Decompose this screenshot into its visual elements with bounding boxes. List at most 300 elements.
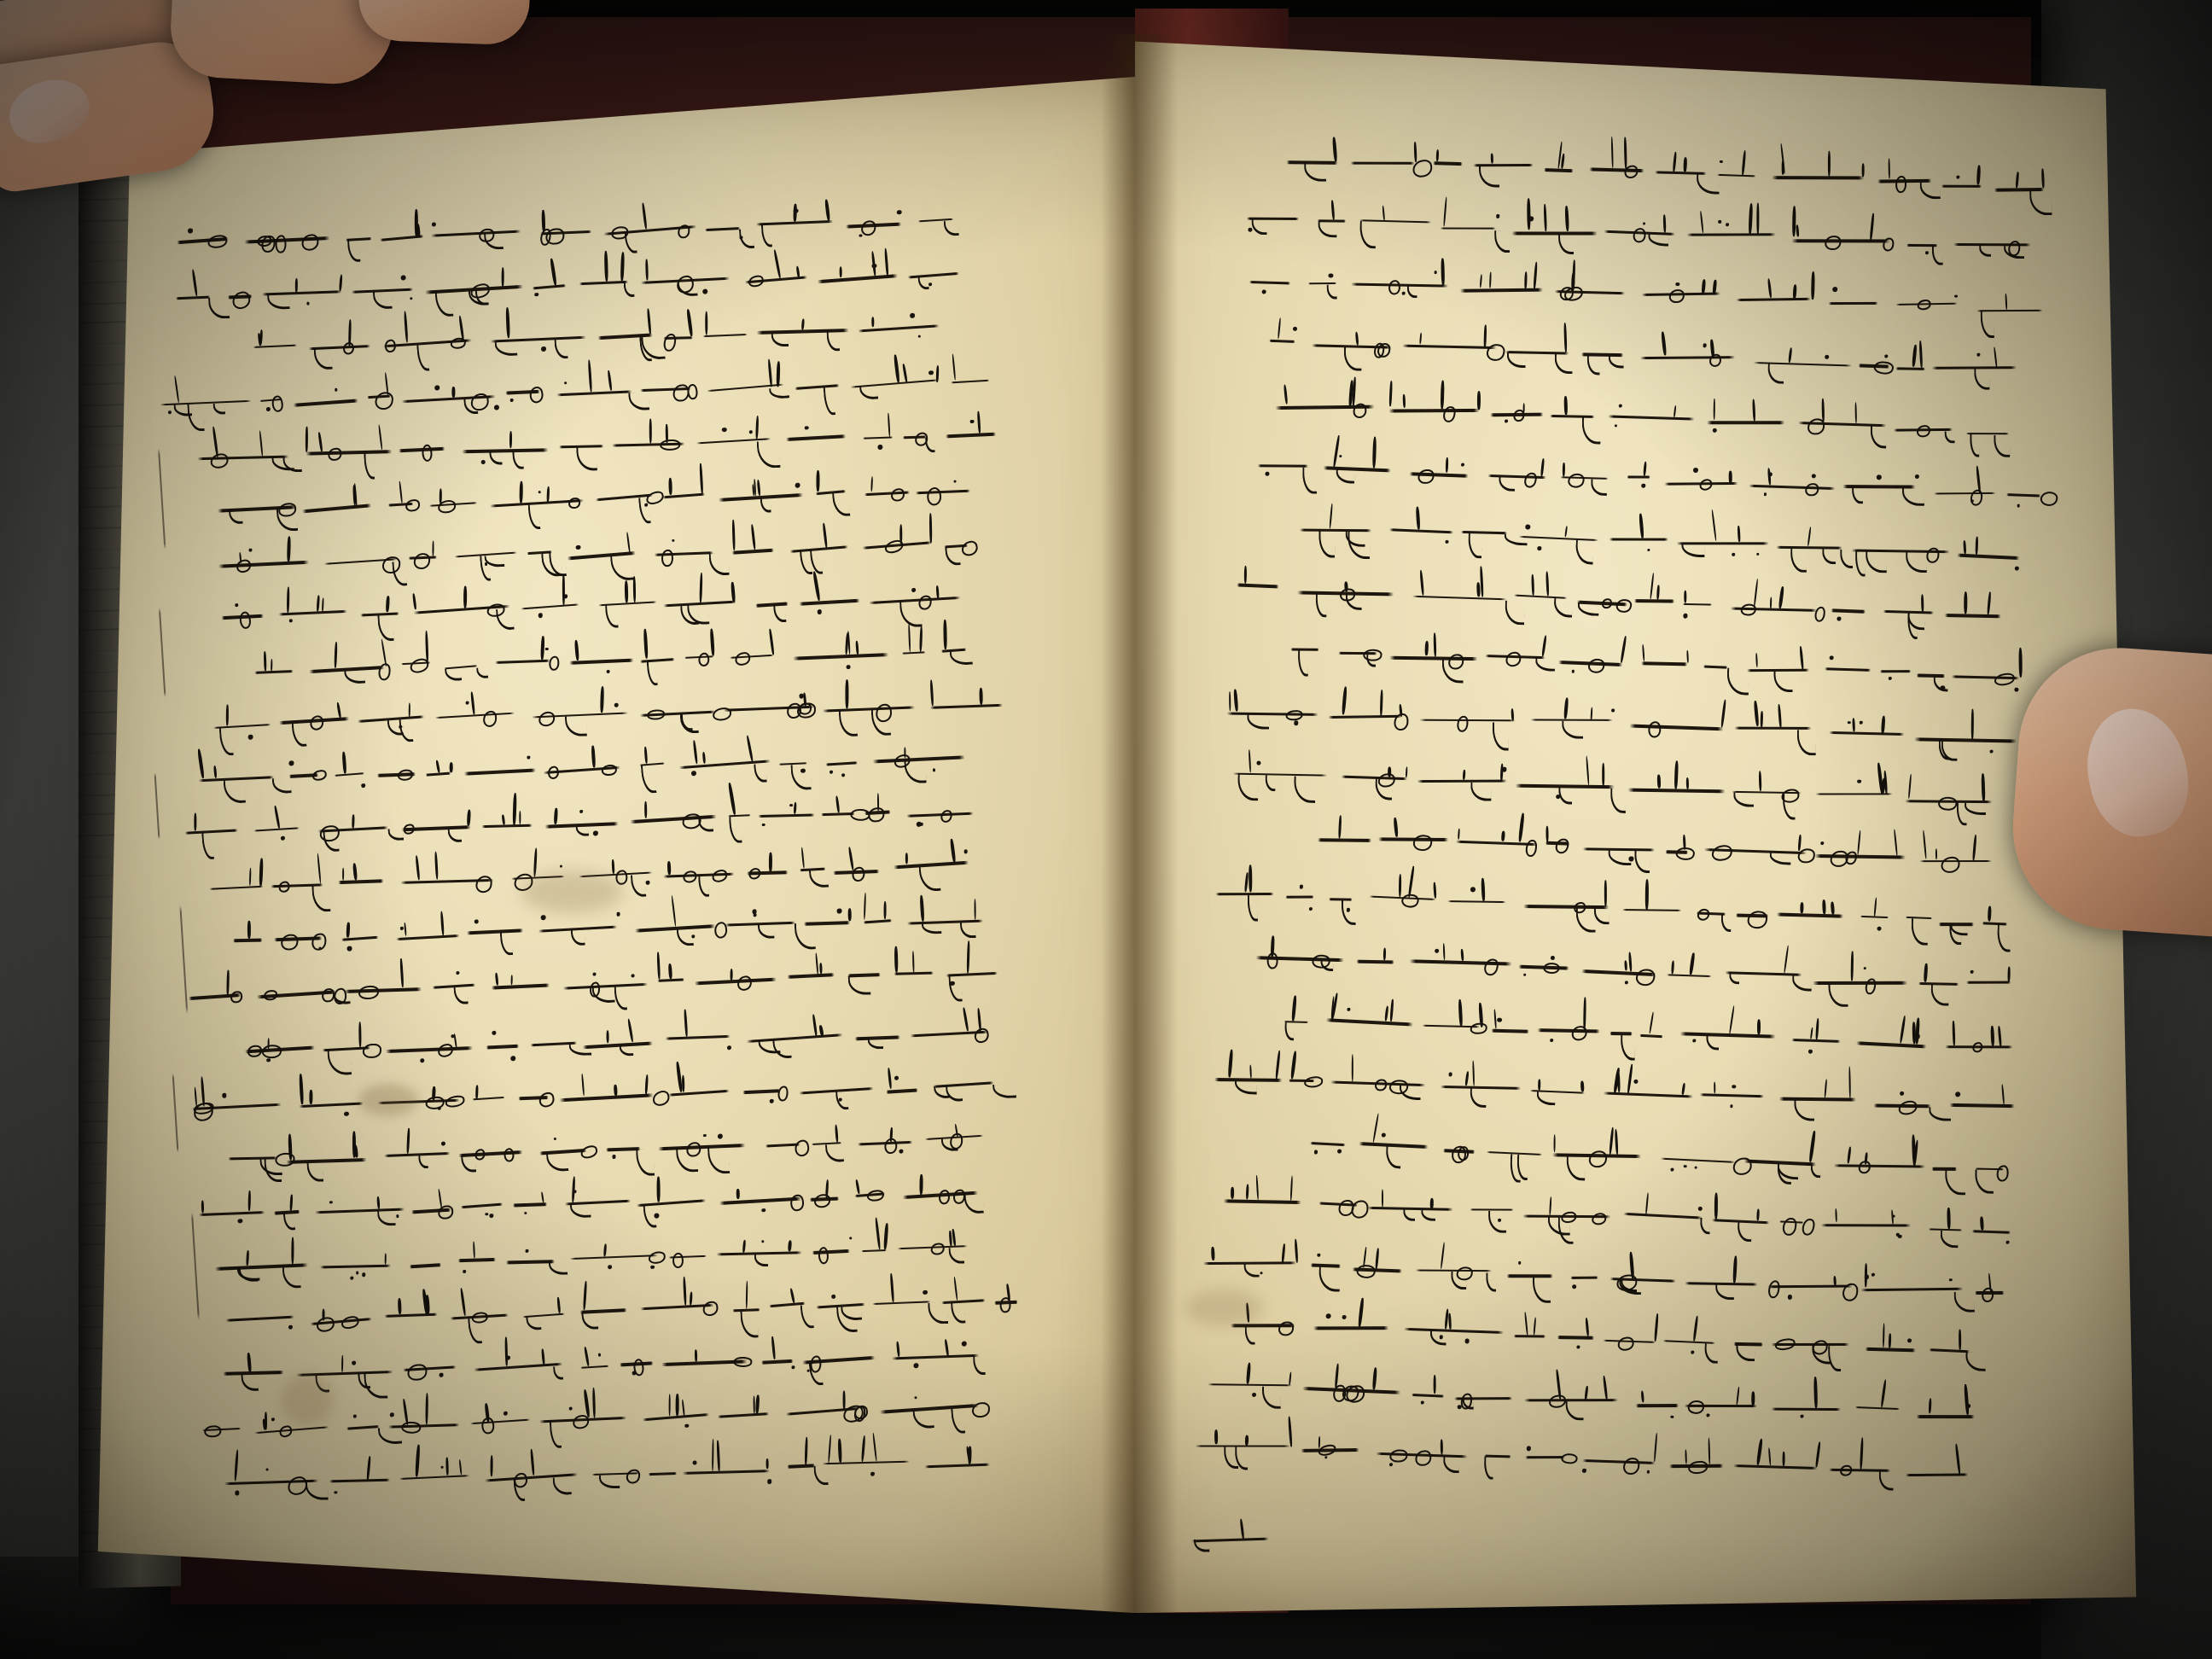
ink-stroke	[580, 1365, 608, 1369]
ink-stroke	[1709, 340, 1714, 358]
ink-stroke	[399, 1475, 469, 1480]
ink-stroke	[731, 548, 773, 554]
ink-stroke	[1828, 302, 1877, 305]
ink-stroke	[1929, 1108, 1951, 1121]
ink-stroke	[1619, 1280, 1642, 1295]
ink-stroke	[557, 390, 632, 396]
ink-dot	[1618, 404, 1621, 407]
ink-stroke	[1417, 469, 1434, 484]
ink-stroke	[283, 1212, 295, 1231]
ink-dot	[1256, 760, 1260, 765]
ink-stroke	[474, 1363, 563, 1371]
ink-stroke	[1810, 1027, 1813, 1040]
ink-stroke	[632, 576, 636, 602]
ink-stroke	[247, 1353, 251, 1372]
ink-dot	[579, 810, 583, 813]
ink-stroke	[1244, 1325, 1254, 1345]
ink-stroke	[538, 1091, 556, 1109]
ink-stroke	[928, 1302, 948, 1324]
ink-stroke	[1828, 151, 1831, 177]
ink-stroke	[278, 881, 290, 893]
ink-stroke	[888, 1068, 893, 1090]
ink-stroke	[1997, 924, 2011, 952]
ink-stroke	[1796, 225, 1799, 237]
ink-stroke	[1624, 1213, 1703, 1220]
ink-stroke	[1417, 780, 1507, 783]
ink-stroke	[855, 1179, 860, 1195]
ink-stroke	[847, 908, 851, 921]
ink-stroke	[345, 987, 422, 992]
ink-stroke	[643, 747, 647, 765]
ink-stroke	[556, 1297, 561, 1314]
ink-stroke	[1558, 787, 1572, 805]
ink-stroke	[1686, 650, 1689, 663]
ink-stroke	[1564, 697, 1569, 719]
ink-stroke	[944, 620, 947, 649]
ink-stroke	[648, 1251, 666, 1265]
ink-dot	[1670, 1168, 1674, 1172]
ink-dot	[289, 620, 293, 623]
ink-stroke	[1518, 813, 1525, 843]
ink-stroke	[1603, 1376, 1609, 1400]
ink-stroke	[1484, 1457, 1494, 1480]
ink-stroke	[1941, 184, 1982, 187]
ink-stroke	[1531, 573, 1534, 595]
ink-stroke	[1294, 1239, 1298, 1264]
ink-stroke	[1801, 1217, 1815, 1236]
ink-stroke	[1732, 1256, 1737, 1284]
ink-stroke	[1289, 1372, 1292, 1386]
ink-stroke	[929, 514, 932, 544]
ink-stroke	[768, 358, 773, 387]
ink-stroke	[1953, 1292, 1974, 1313]
ink-stroke	[736, 1189, 740, 1199]
ink-stroke	[626, 1469, 641, 1484]
ink-dot	[1252, 1393, 1256, 1397]
ink-dot	[168, 410, 172, 414]
ink-dot	[920, 823, 923, 826]
ink-stroke	[1671, 960, 1674, 974]
ink-stroke	[550, 259, 556, 286]
ink-stroke	[883, 1138, 898, 1155]
ink-stroke	[541, 1191, 544, 1202]
ink-stroke	[657, 979, 684, 983]
ink-dot	[1718, 220, 1721, 224]
ink-dot	[538, 614, 543, 619]
ink-stroke	[1251, 219, 1266, 236]
ink-stroke	[338, 879, 383, 883]
ink-dot	[235, 1491, 239, 1495]
ink-stroke	[2005, 294, 2008, 310]
ink-stroke	[1412, 834, 1433, 853]
ink-stroke	[647, 709, 665, 719]
ink-stroke	[729, 817, 742, 844]
ink-stroke	[672, 1252, 684, 1268]
ink-stroke	[431, 1086, 435, 1099]
ink-dot	[1611, 709, 1615, 713]
ink-stroke	[1854, 403, 1857, 424]
ink-stroke	[1685, 591, 1687, 603]
ink-dot	[480, 460, 485, 464]
ink-dot	[1572, 1284, 1576, 1289]
ink-stroke	[1653, 1433, 1657, 1462]
ink-stroke	[434, 852, 439, 881]
ink-stroke	[513, 1202, 547, 1208]
ink-dot	[494, 405, 499, 410]
ink-dot	[361, 783, 365, 788]
ink-dot	[1496, 214, 1500, 218]
ink-dot	[897, 210, 902, 215]
ink-dot	[1800, 1414, 1803, 1417]
ink-stroke	[1582, 1459, 1655, 1464]
ink-stroke	[950, 839, 956, 863]
ink-dot	[846, 665, 851, 670]
ink-stroke	[1441, 228, 1496, 230]
ink-stroke	[1262, 1386, 1282, 1409]
ink-stroke	[438, 1189, 443, 1209]
ink-dot	[606, 670, 609, 673]
ink-stroke	[1524, 1312, 1528, 1336]
ink-stroke	[1318, 1265, 1341, 1290]
ink-stroke	[486, 1045, 520, 1049]
ink-stroke	[1847, 1146, 1852, 1163]
ink-dot	[791, 1366, 795, 1370]
ink-stroke	[1533, 1318, 1536, 1336]
ink-stroke	[793, 1138, 811, 1158]
ink-stroke	[1372, 1113, 1379, 1143]
ink-stroke	[1648, 234, 1668, 246]
ink-dot	[928, 370, 934, 375]
ink-stroke	[1860, 1288, 1963, 1291]
ink-stroke	[977, 1007, 982, 1031]
ink-stroke	[1544, 168, 1574, 172]
ink-stroke	[773, 604, 786, 623]
ink-stroke	[1622, 910, 1681, 912]
ink-stroke	[504, 1337, 507, 1366]
ink-stroke	[1543, 962, 1561, 975]
ink-stroke	[313, 348, 332, 370]
ink-stroke	[1290, 1176, 1294, 1202]
ink-stroke	[1615, 1129, 1619, 1155]
ink-stroke	[1663, 214, 1666, 233]
ink-stroke	[1778, 704, 1782, 728]
ink-dot	[238, 1219, 243, 1224]
ink-stroke	[867, 1190, 885, 1202]
ink-dot	[646, 881, 650, 885]
ink-stroke	[754, 1254, 768, 1266]
ink-stroke	[385, 1313, 438, 1318]
ink-stroke	[1344, 581, 1348, 591]
ink-stroke	[336, 701, 341, 719]
ink-stroke	[1389, 409, 1480, 413]
ink-stroke	[1919, 341, 1923, 368]
ink-stroke	[1782, 160, 1784, 174]
ink-dot	[672, 539, 674, 542]
ink-stroke	[787, 973, 835, 979]
ink-stroke	[570, 1254, 658, 1260]
ink-stroke	[1357, 1297, 1363, 1327]
ink-stroke	[795, 923, 816, 950]
ink-stroke	[1708, 1437, 1710, 1465]
ink-stroke	[1797, 835, 1801, 851]
ink-stroke	[1570, 1025, 1586, 1040]
ink-dot	[761, 1240, 764, 1243]
ink-dot	[1832, 287, 1837, 292]
ink-stroke	[896, 1342, 900, 1357]
ink-stroke	[506, 307, 510, 339]
ink-stroke	[1211, 1247, 1214, 1260]
ink-stroke	[320, 1264, 391, 1268]
ink-stroke	[877, 793, 880, 812]
ink-stroke	[1538, 1028, 1600, 1033]
ink-stroke	[1950, 1103, 2015, 1108]
ink-stroke	[1779, 1097, 1856, 1102]
ink-stroke	[755, 416, 760, 439]
ink-stroke	[500, 931, 513, 955]
ink-stroke	[1541, 636, 1547, 657]
ink-stroke	[1458, 829, 1460, 840]
ink-dot	[1713, 428, 1717, 432]
ink-dot	[1726, 223, 1729, 226]
ink-stroke	[1831, 902, 1835, 915]
ink-stroke	[1247, 713, 1269, 729]
ink-dot	[795, 483, 800, 488]
ink-stroke	[608, 370, 613, 391]
ink-stroke	[1753, 579, 1758, 608]
ink-dot	[1807, 1050, 1812, 1054]
ink-dot	[1571, 670, 1575, 673]
ink-dot	[1260, 1272, 1262, 1274]
ink-stroke	[549, 655, 560, 671]
ink-stroke	[302, 504, 371, 513]
ink-stroke	[930, 704, 1003, 709]
ink-stroke	[1623, 137, 1627, 169]
ink-stroke	[363, 1043, 381, 1058]
ink-stroke	[647, 661, 658, 686]
ink-stroke	[575, 825, 589, 837]
ink-stroke	[1351, 161, 1415, 164]
ink-stroke	[1674, 405, 1677, 417]
ink-stroke	[1441, 380, 1445, 409]
ink-dot	[1732, 1085, 1736, 1089]
ink-stroke	[1940, 1231, 1959, 1248]
ink-stroke	[460, 1288, 467, 1316]
ink-stroke	[1972, 1042, 1983, 1053]
ink-stroke	[506, 1260, 555, 1264]
ink-stroke	[853, 1405, 865, 1422]
ink-stroke	[766, 1459, 769, 1470]
ink-stroke	[951, 1408, 965, 1435]
ink-dot	[535, 293, 539, 297]
ink-stroke	[1883, 237, 1894, 251]
ink-stroke	[676, 1147, 698, 1173]
ink-stroke	[583, 1281, 587, 1310]
ink-stroke	[903, 651, 926, 654]
ink-stroke	[599, 1475, 620, 1488]
ink-stroke	[1768, 1280, 1781, 1299]
ink-stroke	[1389, 528, 1453, 533]
ink-stroke	[1586, 1318, 1590, 1336]
ink-stroke	[716, 1441, 719, 1471]
ink-stroke	[489, 451, 503, 465]
ink-stroke	[1494, 230, 1510, 253]
ink-stroke	[931, 1243, 945, 1254]
ink-stroke	[1357, 960, 1394, 964]
ink-stroke	[373, 291, 393, 310]
ink-stroke	[793, 203, 796, 221]
ink-stroke	[364, 451, 375, 479]
ink-stroke	[731, 520, 735, 550]
ink-stroke	[1609, 355, 1624, 368]
ink-stroke	[1470, 783, 1491, 801]
ink-stroke	[323, 830, 339, 853]
ink-stroke	[1752, 399, 1755, 421]
ink-stroke	[1620, 1033, 1635, 1061]
ink-stroke	[528, 504, 541, 530]
ink-stroke	[759, 813, 815, 818]
ink-stroke	[1336, 469, 1354, 484]
ink-stroke	[1794, 1098, 1814, 1121]
ink-stroke	[483, 711, 498, 727]
ink-stroke	[1708, 353, 1721, 367]
ink-dot	[2015, 567, 2019, 571]
ink-dot	[923, 1290, 928, 1295]
ink-stroke	[1549, 1196, 1552, 1215]
ink-stroke	[1920, 182, 1941, 199]
ink-stroke	[1783, 1451, 1785, 1465]
ink-stroke	[378, 663, 391, 680]
ink-stroke	[475, 875, 492, 893]
marginal-note	[172, 1074, 179, 1153]
ink-stroke	[1385, 1006, 1389, 1022]
ink-stroke	[208, 297, 230, 319]
ink-stroke	[748, 868, 761, 881]
ink-stroke	[1567, 1155, 1586, 1181]
ink-stroke	[1328, 715, 1401, 719]
ink-stroke	[1567, 473, 1585, 489]
ink-stroke	[1849, 1067, 1852, 1099]
ink-stroke	[584, 1347, 590, 1366]
ink-dot	[1293, 327, 1297, 331]
ink-stroke	[1563, 396, 1567, 415]
ink-stroke	[1415, 507, 1419, 530]
ink-dot	[249, 549, 253, 552]
ink-stroke	[1564, 527, 1568, 538]
ink-stroke	[972, 1402, 990, 1417]
ink-stroke	[1910, 918, 1928, 946]
ink-stroke	[1937, 795, 1958, 812]
ink-stroke	[377, 614, 393, 640]
ink-dot	[1877, 926, 1881, 930]
ink-stroke	[1782, 1217, 1797, 1236]
ink-stroke	[824, 1144, 843, 1163]
ink-stroke	[1774, 1338, 1796, 1351]
ink-stroke	[1805, 483, 1819, 496]
ink-dot	[612, 1155, 615, 1158]
ink-dot	[362, 1273, 365, 1277]
ink-dot	[914, 1396, 917, 1399]
ink-stroke	[793, 654, 888, 661]
ink-dot	[877, 445, 882, 450]
ink-stroke	[1869, 212, 1874, 240]
ink-stroke	[476, 667, 488, 679]
ink-stroke	[1352, 1200, 1370, 1218]
ink-stroke	[1679, 1033, 1775, 1039]
ink-dot	[335, 1491, 337, 1493]
ink-stroke	[1231, 1187, 1234, 1199]
ink-stroke	[1808, 1131, 1815, 1163]
ink-stroke	[399, 481, 403, 504]
ink-stroke	[496, 608, 515, 632]
ink-stroke	[771, 1336, 775, 1359]
ink-stroke	[1767, 1284, 1852, 1287]
ink-dot	[762, 1208, 765, 1212]
ink-stroke	[352, 815, 354, 829]
ink-stroke	[755, 1394, 760, 1413]
ink-stroke	[1536, 1091, 1556, 1105]
ink-stroke	[1278, 1321, 1294, 1336]
ink-stroke	[1726, 667, 1749, 695]
ink-stroke	[1757, 1208, 1761, 1220]
ink-stroke	[1711, 844, 1732, 862]
ink-stroke	[838, 1439, 842, 1464]
ink-dot	[752, 910, 756, 914]
ink-dot	[1970, 970, 1974, 974]
ink-stroke	[472, 1312, 489, 1323]
ink-stroke	[1523, 471, 1537, 488]
ink-stroke	[1561, 1212, 1576, 1224]
ink-stroke	[1549, 1394, 1567, 1409]
ink-stroke	[201, 1200, 204, 1213]
ink-stroke	[1246, 1184, 1249, 1199]
ink-stroke	[740, 1310, 759, 1338]
ink-stroke	[944, 1339, 949, 1356]
ink-stroke	[1477, 392, 1481, 410]
ink-dot	[1470, 888, 1476, 893]
ink-stroke	[461, 1154, 476, 1173]
ink-stroke	[1575, 908, 1595, 933]
ink-stroke	[801, 847, 806, 869]
ink-stroke	[1315, 592, 1327, 617]
ink-stroke	[1434, 161, 1463, 166]
ink-stroke	[311, 769, 328, 782]
ink-stroke	[1834, 1164, 1925, 1167]
ink-stroke	[1906, 613, 1918, 640]
ink-stroke	[1294, 777, 1316, 803]
ink-dot	[1768, 472, 1773, 476]
ink-stroke	[815, 952, 819, 975]
ink-stroke	[495, 973, 498, 986]
ink-stroke	[1981, 773, 1985, 801]
ink-stroke	[1681, 1083, 1685, 1095]
ink-stroke	[271, 658, 273, 671]
ink-stroke	[894, 946, 898, 973]
ink-stroke	[1383, 948, 1387, 961]
ink-stroke	[555, 339, 568, 359]
ink-stroke	[695, 1349, 697, 1361]
ink-dot	[1314, 1150, 1318, 1155]
ink-stroke	[705, 227, 740, 231]
ink-stroke	[1657, 775, 1661, 789]
ink-dot	[1811, 474, 1815, 479]
ink-stroke	[342, 868, 344, 881]
ink-stroke	[826, 761, 858, 765]
ink-stroke	[1729, 471, 1732, 484]
ink-stroke	[731, 582, 736, 602]
ink-stroke	[624, 282, 634, 298]
ink-dot	[1538, 546, 1541, 550]
ink-stroke	[890, 1273, 894, 1302]
